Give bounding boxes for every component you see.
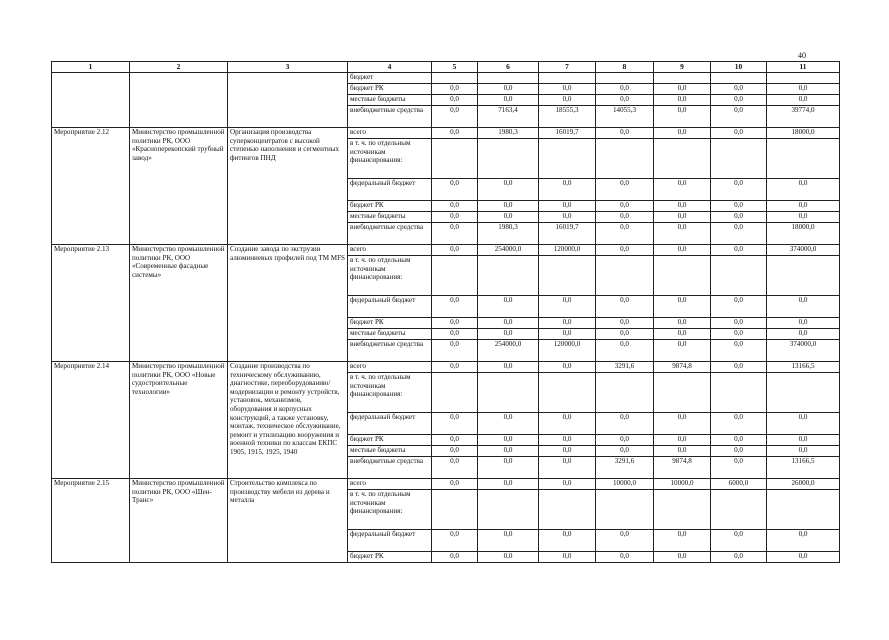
value-cell [711, 139, 767, 179]
value-cell: 0,0 [767, 95, 840, 106]
source-label: внебюджетные средства [348, 457, 432, 479]
value-cell: 0,0 [432, 201, 478, 212]
value-cell: 0,0 [596, 201, 654, 212]
value-cell: 0,0 [539, 457, 596, 479]
measure-executor: Министерство промышленной политики РК, ООО «Красноперекопский трубный завод» [130, 128, 228, 245]
value-cell: 0,0 [654, 530, 711, 552]
value-cell [539, 373, 596, 413]
value-cell [478, 73, 539, 84]
measure-description: Организация производства суперконцентратов с высокой степенью наполнения и сегментных фитингов ПНД [228, 128, 348, 245]
value-cell: 0,0 [654, 435, 711, 446]
value-cell: 0,0 [767, 435, 840, 446]
column-header: 7 [539, 62, 596, 73]
value-cell: 0,0 [478, 296, 539, 318]
value-cell: 374000,0 [767, 245, 840, 256]
value-cell: 18000,0 [767, 128, 840, 139]
value-cell: 254000,0 [478, 340, 539, 362]
value-cell: 0,0 [478, 212, 539, 223]
source-label: местные бюджеты [348, 329, 432, 340]
value-cell: 0,0 [596, 530, 654, 552]
value-cell: 0,0 [596, 128, 654, 139]
value-cell [478, 373, 539, 413]
value-cell [596, 73, 654, 84]
value-cell: 0,0 [654, 179, 711, 201]
value-cell: 0,0 [432, 84, 478, 95]
value-cell: 0,0 [654, 318, 711, 329]
source-label: в т. ч. по отдельным источникам финансирования: [348, 490, 432, 530]
value-cell: 0,0 [711, 329, 767, 340]
value-cell: 16019,7 [539, 223, 596, 245]
column-header: 9 [654, 62, 711, 73]
table-row [52, 245, 840, 256]
value-cell: 0,0 [711, 245, 767, 256]
value-cell [767, 139, 840, 179]
value-cell: 0,0 [432, 245, 478, 256]
value-cell: 18000,0 [767, 223, 840, 245]
value-cell: 0,0 [432, 413, 478, 435]
value-cell: 0,0 [654, 446, 711, 457]
value-cell: 0,0 [539, 479, 596, 490]
value-cell: 0,0 [654, 212, 711, 223]
value-cell: 0,0 [596, 296, 654, 318]
value-cell: 0,0 [432, 106, 478, 128]
value-cell: 0,0 [596, 179, 654, 201]
value-cell: 0,0 [596, 329, 654, 340]
value-cell: 0,0 [539, 84, 596, 95]
value-cell: 0,0 [539, 362, 596, 373]
value-cell: 0,0 [711, 340, 767, 362]
source-label: всего [348, 245, 432, 256]
measure-description: Создание завода по экструзии алюминиевых профилей под ТМ MFS [228, 245, 348, 362]
value-cell: 0,0 [711, 413, 767, 435]
value-cell: 0,0 [711, 552, 767, 563]
value-cell [432, 490, 478, 530]
value-cell: 10000,0 [596, 479, 654, 490]
source-label: в т. ч. по отдельным источникам финансирования: [348, 373, 432, 413]
measure-executor: Министерство промышленной политики РК, ООО «Шен-Транс» [130, 479, 228, 563]
value-cell: 0,0 [432, 530, 478, 552]
value-cell [596, 256, 654, 296]
value-cell: 0,0 [478, 84, 539, 95]
value-cell: 0,0 [539, 552, 596, 563]
value-cell: 0,0 [596, 84, 654, 95]
value-cell [539, 256, 596, 296]
value-cell: 0,0 [711, 223, 767, 245]
value-cell: 0,0 [539, 329, 596, 340]
value-cell [654, 256, 711, 296]
value-cell [654, 73, 711, 84]
value-cell: 0,0 [654, 128, 711, 139]
value-cell: 0,0 [432, 479, 478, 490]
value-cell: 0,0 [711, 84, 767, 95]
value-cell: 0,0 [711, 362, 767, 373]
value-cell [539, 73, 596, 84]
value-cell: 0,0 [711, 212, 767, 223]
source-label: внебюджетные средства [348, 340, 432, 362]
source-label: в т. ч. по отдельным источникам финансирования: [348, 139, 432, 179]
value-cell: 0,0 [478, 179, 539, 201]
value-cell: 0,0 [432, 329, 478, 340]
source-label: местные бюджеты [348, 446, 432, 457]
value-cell: 0,0 [711, 435, 767, 446]
value-cell [596, 373, 654, 413]
column-header: 6 [478, 62, 539, 73]
value-cell: 0,0 [767, 201, 840, 212]
value-cell: 0,0 [432, 179, 478, 201]
value-cell [767, 373, 840, 413]
value-cell: 1980,3 [478, 128, 539, 139]
value-cell: 0,0 [596, 552, 654, 563]
value-cell: 0,0 [432, 212, 478, 223]
value-cell: 0,0 [596, 318, 654, 329]
value-cell: 0,0 [654, 201, 711, 212]
table-row [52, 73, 840, 84]
value-cell: 0,0 [539, 179, 596, 201]
value-cell: 0,0 [654, 106, 711, 128]
value-cell: 0,0 [432, 340, 478, 362]
value-cell: 0,0 [767, 212, 840, 223]
value-cell: 0,0 [432, 552, 478, 563]
value-cell: 0,0 [654, 245, 711, 256]
page-number: 40 [798, 51, 806, 60]
value-cell: 0,0 [654, 413, 711, 435]
value-cell: 0,0 [767, 530, 840, 552]
value-cell: 14055,3 [596, 106, 654, 128]
value-cell: 0,0 [478, 201, 539, 212]
measure-code: Мероприятие 2.12 [52, 128, 130, 245]
value-cell: 120000,0 [539, 340, 596, 362]
column-header: 5 [432, 62, 478, 73]
column-header: 4 [348, 62, 432, 73]
empty-cell [130, 73, 228, 128]
value-cell: 0,0 [654, 552, 711, 563]
value-cell: 0,0 [767, 446, 840, 457]
value-cell [478, 256, 539, 296]
value-cell: 0,0 [767, 296, 840, 318]
empty-cell [52, 73, 130, 128]
table-row [52, 128, 840, 139]
value-cell: 120000,0 [539, 245, 596, 256]
value-cell: 0,0 [432, 296, 478, 318]
value-cell: 0,0 [539, 413, 596, 435]
source-label: всего [348, 479, 432, 490]
value-cell: 18555,3 [539, 106, 596, 128]
value-cell [539, 490, 596, 530]
value-cell: 0,0 [478, 318, 539, 329]
value-cell [711, 490, 767, 530]
value-cell [654, 373, 711, 413]
value-cell: 0,0 [711, 318, 767, 329]
value-cell: 7163,4 [478, 106, 539, 128]
value-cell: 0,0 [478, 530, 539, 552]
header-row [52, 62, 840, 73]
financing-table [51, 61, 840, 563]
value-cell [432, 256, 478, 296]
value-cell: 0,0 [539, 95, 596, 106]
table-body [52, 73, 840, 563]
value-cell: 0,0 [596, 435, 654, 446]
value-cell: 374000,0 [767, 340, 840, 362]
value-cell: 0,0 [596, 212, 654, 223]
value-cell: 0,0 [432, 318, 478, 329]
column-header: 3 [228, 62, 348, 73]
source-label: бюджет РК [348, 318, 432, 329]
measure-description: Строительство комплекса по производству мебели из дерева и металла [228, 479, 348, 563]
value-cell: 0,0 [711, 296, 767, 318]
value-cell: 6000,0 [711, 479, 767, 490]
source-label: бюджет РК [348, 552, 432, 563]
value-cell [432, 139, 478, 179]
source-label: бюджет [348, 73, 432, 84]
table-row [52, 362, 840, 373]
value-cell [711, 256, 767, 296]
source-label: внебюджетные средства [348, 223, 432, 245]
value-cell: 0,0 [432, 223, 478, 245]
value-cell [478, 139, 539, 179]
source-label: внебюджетные средства [348, 106, 432, 128]
value-cell: 0,0 [539, 201, 596, 212]
value-cell: 0,0 [654, 329, 711, 340]
value-cell: 0,0 [432, 95, 478, 106]
value-cell: 3291,6 [596, 457, 654, 479]
value-cell: 0,0 [711, 201, 767, 212]
value-cell: 0,0 [539, 435, 596, 446]
measure-executor: Министерство промышленной политики РК, ООО «Современные фасадные системы» [130, 245, 228, 362]
value-cell: 0,0 [432, 362, 478, 373]
source-label: в т. ч. по отдельным источникам финансирования: [348, 256, 432, 296]
value-cell: 3291,6 [596, 362, 654, 373]
value-cell: 0,0 [432, 446, 478, 457]
value-cell: 0,0 [767, 413, 840, 435]
value-cell: 1980,3 [478, 223, 539, 245]
value-cell: 0,0 [711, 457, 767, 479]
value-cell [767, 256, 840, 296]
value-cell: 0,0 [478, 552, 539, 563]
value-cell: 0,0 [478, 446, 539, 457]
value-cell: 0,0 [539, 212, 596, 223]
value-cell: 0,0 [478, 362, 539, 373]
source-label: федеральный бюджет [348, 413, 432, 435]
value-cell: 0,0 [432, 435, 478, 446]
value-cell: 0,0 [596, 95, 654, 106]
value-cell: 13166,5 [767, 457, 840, 479]
value-cell: 0,0 [596, 245, 654, 256]
value-cell: 13166,5 [767, 362, 840, 373]
value-cell [767, 73, 840, 84]
value-cell: 0,0 [596, 223, 654, 245]
source-label: бюджет РК [348, 201, 432, 212]
column-header: 1 [52, 62, 130, 73]
value-cell: 0,0 [767, 329, 840, 340]
column-header: 11 [767, 62, 840, 73]
value-cell: 39774,0 [767, 106, 840, 128]
value-cell [596, 139, 654, 179]
measure-description: Создание производства по техническому обслуживанию, диагностике, переоборудованию/модернизации и ремонту устройств, установок, механизмов, оборудования и корпусных конструкций, а также установку, монтаж, техническое обслуживание, ремонт и утилизацию вооружения и военной техники по классам ЕКПС 1905, 1915, 1925, 1940 [228, 362, 348, 479]
value-cell: 0,0 [478, 435, 539, 446]
value-cell: 0,0 [767, 84, 840, 95]
value-cell: 0,0 [654, 296, 711, 318]
table-row [52, 479, 840, 490]
value-cell: 0,0 [596, 413, 654, 435]
source-label: местные бюджеты [348, 95, 432, 106]
value-cell: 0,0 [478, 457, 539, 479]
measure-code: Мероприятие 2.15 [52, 479, 130, 563]
value-cell: 0,0 [711, 95, 767, 106]
value-cell: 0,0 [711, 446, 767, 457]
value-cell: 9874,8 [654, 362, 711, 373]
source-label: всего [348, 128, 432, 139]
value-cell: 0,0 [654, 340, 711, 362]
column-header: 2 [130, 62, 228, 73]
value-cell: 0,0 [539, 296, 596, 318]
value-cell: 0,0 [711, 128, 767, 139]
value-cell [539, 139, 596, 179]
column-header: 8 [596, 62, 654, 73]
source-label: всего [348, 362, 432, 373]
source-label: местные бюджеты [348, 212, 432, 223]
measure-executor: Министерство промышленной политики РК, ООО «Новые судостроительные технологии» [130, 362, 228, 479]
value-cell: 0,0 [767, 179, 840, 201]
value-cell: 0,0 [478, 329, 539, 340]
value-cell: 0,0 [711, 106, 767, 128]
value-cell: 0,0 [596, 340, 654, 362]
source-label: федеральный бюджет [348, 296, 432, 318]
value-cell [711, 73, 767, 84]
value-cell: 0,0 [767, 318, 840, 329]
value-cell: 0,0 [767, 552, 840, 563]
value-cell: 16019,7 [539, 128, 596, 139]
value-cell: 0,0 [539, 446, 596, 457]
value-cell: 0,0 [711, 179, 767, 201]
value-cell [711, 373, 767, 413]
value-cell: 0,0 [539, 530, 596, 552]
value-cell: 254000,0 [478, 245, 539, 256]
value-cell: 0,0 [711, 530, 767, 552]
value-cell: 0,0 [432, 128, 478, 139]
value-cell [767, 490, 840, 530]
source-label: бюджет РК [348, 435, 432, 446]
value-cell: 0,0 [654, 223, 711, 245]
value-cell: 10000,0 [654, 479, 711, 490]
value-cell: 0,0 [539, 318, 596, 329]
value-cell [654, 139, 711, 179]
value-cell: 0,0 [654, 84, 711, 95]
empty-cell [228, 73, 348, 128]
value-cell: 0,0 [478, 413, 539, 435]
measure-code: Мероприятие 2.14 [52, 362, 130, 479]
value-cell: 0,0 [432, 457, 478, 479]
value-cell [596, 490, 654, 530]
value-cell: 0,0 [654, 95, 711, 106]
column-header: 10 [711, 62, 767, 73]
value-cell: 0,0 [596, 446, 654, 457]
value-cell: 0,0 [478, 479, 539, 490]
source-label: федеральный бюджет [348, 179, 432, 201]
value-cell [478, 490, 539, 530]
value-cell [432, 373, 478, 413]
value-cell: 26000,0 [767, 479, 840, 490]
value-cell: 9874,8 [654, 457, 711, 479]
source-label: бюджет РК [348, 84, 432, 95]
source-label: федеральный бюджет [348, 530, 432, 552]
measure-code: Мероприятие 2.13 [52, 245, 130, 362]
value-cell: 0,0 [478, 95, 539, 106]
value-cell [654, 490, 711, 530]
value-cell [432, 73, 478, 84]
